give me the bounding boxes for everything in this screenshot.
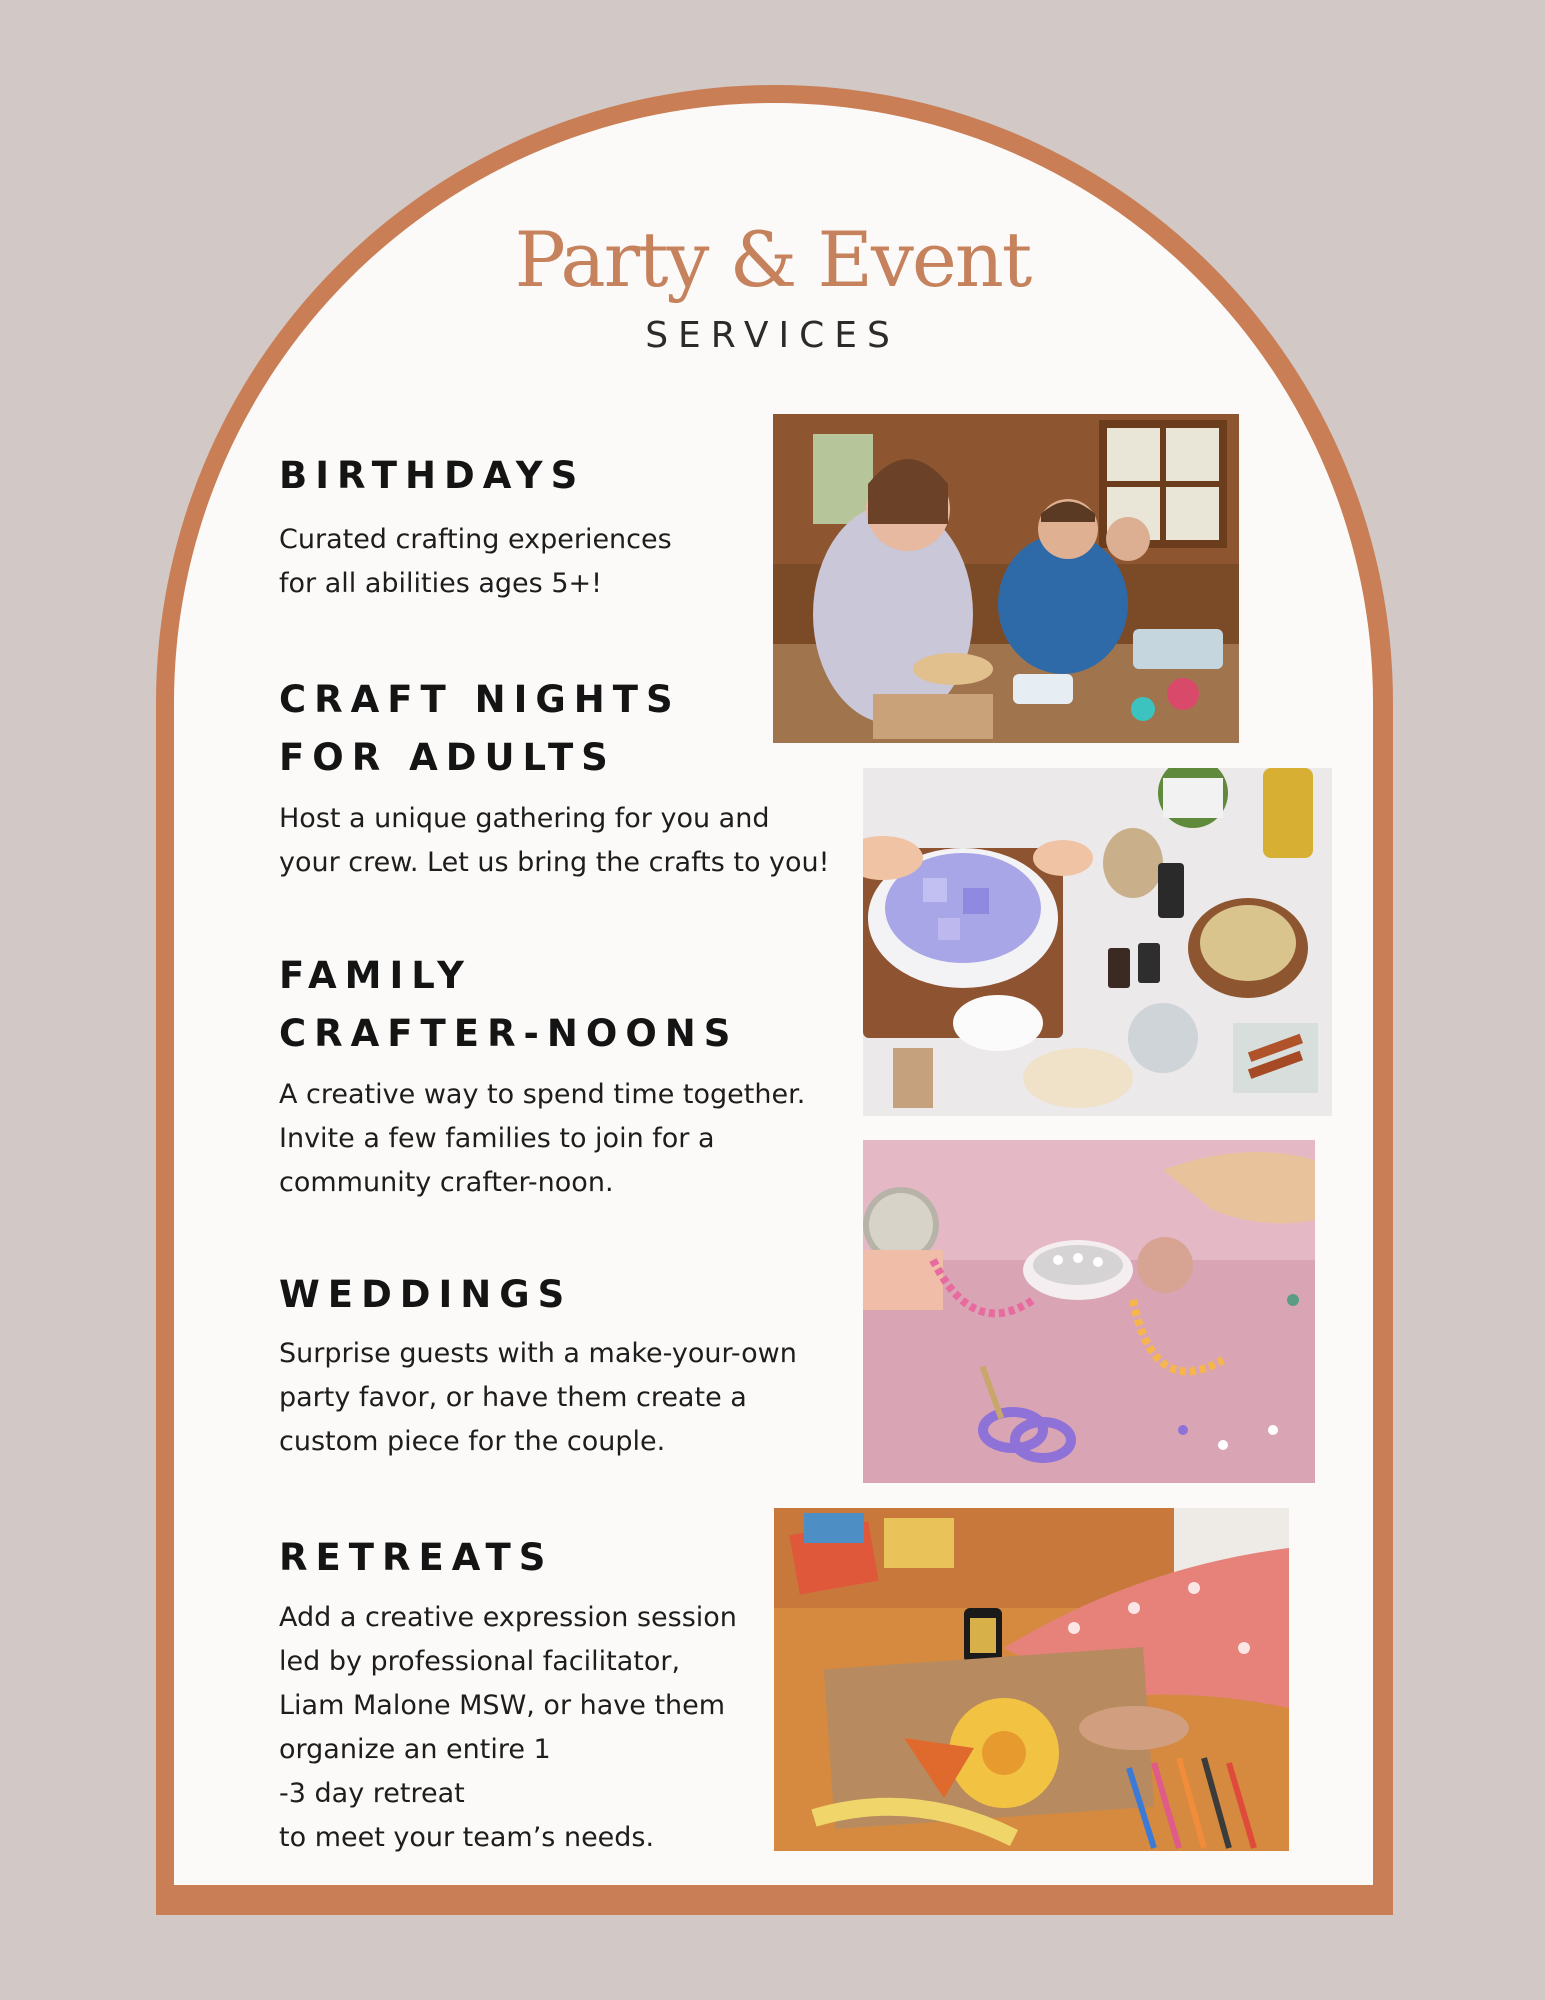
section-heading-retreats [279, 1529, 553, 1587]
body-line: organize an entire 1 [279, 1734, 551, 1765]
birthdays-photo [773, 414, 1239, 743]
section-body-birthdays [279, 518, 672, 606]
body-line: Curated crafting experiences [279, 524, 672, 555]
section-heading-craft-nights [279, 671, 681, 787]
section-heading-family-crafter-noons [279, 947, 738, 1063]
page-title: Party & Event [514, 215, 1031, 304]
body-line: Add a creative expression session [279, 1602, 737, 1633]
body-line: for all abilities ages 5+! [279, 568, 602, 599]
section-body-weddings [279, 1332, 797, 1464]
body-line: to meet your team’s needs. [279, 1822, 655, 1853]
body-line: led by professional facilitator, [279, 1646, 681, 1677]
section-body-family-crafter-noons [279, 1073, 805, 1205]
retreats-photo [774, 1508, 1289, 1851]
body-line: Host a unique gathering for you and [279, 803, 770, 834]
section-body-craft-nights [279, 797, 829, 885]
section-heading-weddings [279, 1266, 572, 1324]
heading-line: BIRTHDAYS [279, 454, 586, 497]
body-line: Invite a few families to join for a [279, 1123, 715, 1154]
heading-line: FOR ADULTS [279, 736, 616, 779]
body-line: A creative way to spend time together. [279, 1079, 806, 1110]
heading-line: CRAFTER-NOONS [279, 1012, 739, 1055]
body-line: custom piece for the couple. [279, 1426, 666, 1457]
body-line: -3 day retreat [279, 1778, 465, 1809]
heading-line: FAMILY [279, 954, 472, 997]
heading-line: RETREATS [279, 1536, 554, 1579]
body-line: your crew. Let us bring the crafts to you! [279, 847, 830, 878]
section-body-retreats [279, 1596, 737, 1860]
page-subtitle: SERVICES [645, 315, 900, 356]
craft-nights-photo [863, 768, 1332, 1116]
body-line: Surprise guests with a make-your-own [279, 1338, 797, 1369]
family-crafter-noons-photo [863, 1140, 1315, 1483]
section-heading-birthdays [279, 447, 585, 505]
body-line: Liam Malone MSW, or have them [279, 1690, 726, 1721]
heading-line: WEDDINGS [279, 1273, 573, 1316]
body-line: community crafter-noon. [279, 1167, 614, 1198]
heading-line: CRAFT NIGHTS [279, 678, 681, 721]
body-line: party favor, or have them create a [279, 1382, 747, 1413]
